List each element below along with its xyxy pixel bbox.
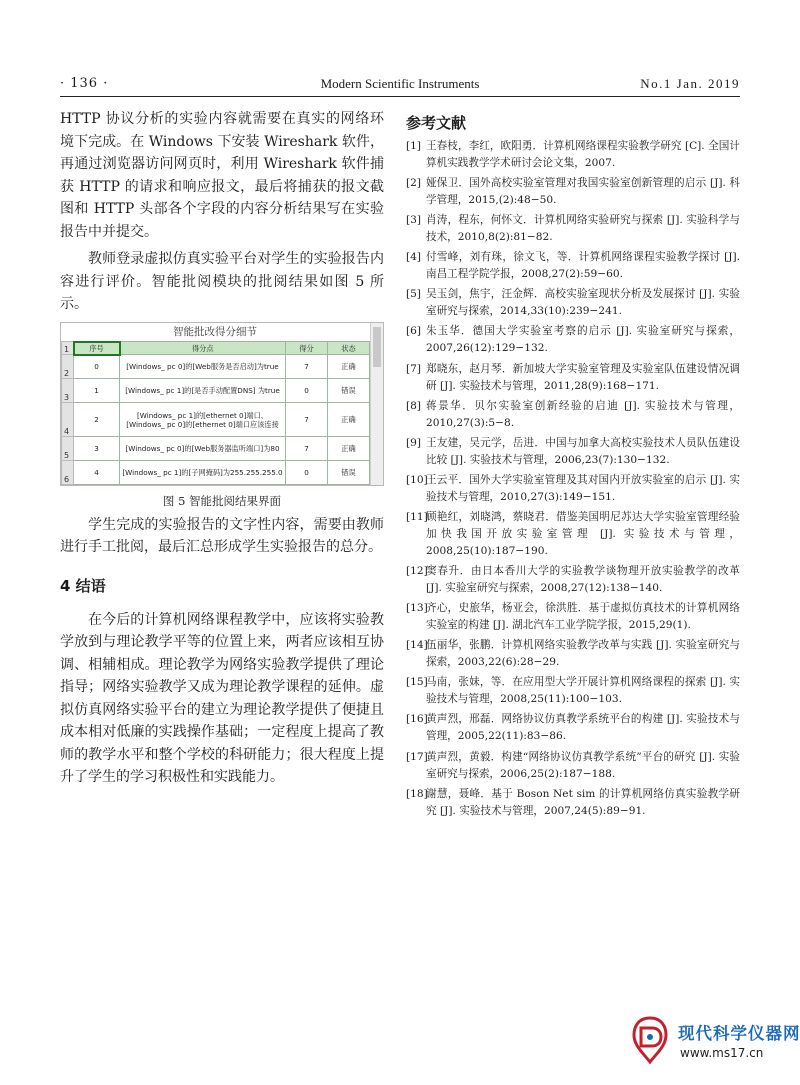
reference-text: 黄声烈，邢磊．网络协议仿真教学系统平台的构建 [J]. 实验技术与管理，2005,22(11):83−86. bbox=[426, 713, 740, 743]
header-cell[interactable]: 得分 bbox=[286, 342, 328, 355]
header-cell[interactable]: 状态 bbox=[328, 342, 370, 355]
reference-number: [15] bbox=[406, 676, 428, 689]
reference-number: [4] bbox=[406, 251, 422, 264]
reference-text: 肖涛，程东，何怀文．计算机网络实验研究与探索 [J]. 实验科学与技术，2010,8(2):81−82. bbox=[426, 214, 740, 244]
cell-no[interactable]: 2 bbox=[74, 403, 120, 437]
reference-item bbox=[406, 212, 740, 246]
header-cell[interactable]: 得分点 bbox=[120, 342, 286, 355]
running-header bbox=[60, 76, 740, 98]
right-column bbox=[406, 108, 740, 823]
page-number: · 136 · bbox=[60, 76, 109, 91]
reference-text: 窦春升．由日本香川大学的实验教学谈物理开放实验教学的改革 [J]. 实验室研究与探索，2008,27(12):138−140. bbox=[426, 565, 740, 595]
reference-number: [11] bbox=[406, 510, 428, 523]
cell-no[interactable]: 0 bbox=[74, 355, 120, 379]
reference-number: [17] bbox=[406, 750, 428, 763]
reference-number: [16] bbox=[406, 713, 428, 726]
site-name: 现代科学仪器网 bbox=[678, 1024, 800, 1043]
reference-text: 付雪峰，刘有珠，徐文飞，等．计算机网络课程实验教学探讨 [J]. 南昌工程学院学报，2008,27(2):59−60. bbox=[426, 251, 740, 281]
table-row bbox=[62, 437, 370, 461]
reference-number: [1] bbox=[406, 140, 422, 152]
reference-item bbox=[406, 749, 740, 783]
cell-point[interactable]: [Windows_ pc 1]的[是否手动配置DNS] 为true bbox=[120, 379, 286, 403]
reference-list bbox=[406, 138, 740, 820]
grading-table bbox=[61, 341, 370, 486]
paragraph-conclusion: 在今后的计算机网络课程教学中，应该将实验教学放到与理论教学平等的位置上来，两者应该相互协调、相辅相成。理论教学为网络实验教学提供了理论指导；网络实验教学又成为理论教学课程的延伸。虚拟仿真网络实验平台的建立为理论教学提供了便捷且成本相对低廉的实践操作基础；一定程度上提高了教师的教学水平和整个学校的科研能力；很大程度上提升了学生的学习积极性和实践能力。 bbox=[60, 611, 384, 785]
cell-no[interactable]: 1 bbox=[74, 379, 120, 403]
scrollbar[interactable] bbox=[370, 323, 383, 485]
reference-number: [6] bbox=[406, 325, 422, 338]
issue-info: No.1 Jan. 2019 bbox=[640, 76, 740, 91]
row-number: 1 bbox=[62, 342, 74, 355]
section-heading-conclusion: 4 结语 bbox=[60, 576, 106, 595]
reference-number: [5] bbox=[406, 288, 422, 301]
reference-number: [12] bbox=[406, 565, 428, 578]
site-url: www.ms17.cn bbox=[680, 1046, 764, 1060]
cell-status[interactable]: 正确 bbox=[328, 355, 370, 379]
row-number: 2 bbox=[62, 355, 74, 379]
reference-item bbox=[406, 674, 740, 708]
cell-no[interactable]: 3 bbox=[74, 437, 120, 461]
cell-score[interactable]: 7 bbox=[286, 355, 328, 379]
reference-item bbox=[406, 286, 740, 320]
reference-item bbox=[406, 249, 740, 283]
reference-item bbox=[406, 711, 740, 745]
figure-grading-table bbox=[60, 322, 384, 486]
cell-score[interactable]: 7 bbox=[286, 403, 328, 437]
reference-number: [14] bbox=[406, 639, 428, 652]
cell-point[interactable]: [Windows_ pc 0]的[Web服务是否启动]为true bbox=[120, 355, 286, 379]
reference-text: 黄声烈，黄毅．构建“网络协议仿真教学系统”平台的研究 [J]. 实验室研究与探索，2006,25(2):187−188. bbox=[426, 750, 740, 780]
scrollbar-thumb[interactable] bbox=[373, 327, 381, 367]
reference-text: 马南，张妹，等．在应用型大学开展计算机网络课程的探索 [J]. 实验技术与管理，2008,25(11):100−103. bbox=[426, 676, 740, 706]
reference-text: 顾艳红，刘晓鸿，蔡晓君．借鉴美国明尼苏达大学实验室管理经验加快我国开放实验室管理 [J]. 实验技术与管理，2008,25(10):187−190. bbox=[426, 510, 740, 557]
reference-item bbox=[406, 175, 740, 209]
reference-text: 蒋景华．贝尔实验室创新经验的启迪 [J]. 实验技术与管理，2010,27(3):5−8. bbox=[426, 399, 740, 429]
cell-status[interactable]: 正确 bbox=[328, 437, 370, 461]
row-number: 4 bbox=[62, 403, 74, 437]
reference-text: 谢慧，聂峰．基于 Boson Net sim 的计算机网络仿真实验教学研究 [J]. 实验技术与管理，2007,24(5):89−91. bbox=[426, 787, 740, 817]
reference-item bbox=[406, 786, 740, 820]
reference-text: 吴玉剑，焦宇，汪金辉．高校实验室现状分析及发展探讨 [J]. 实验室研究与探索，2014,33(10):239−241. bbox=[426, 288, 740, 318]
cell-no[interactable]: 4 bbox=[74, 461, 120, 485]
table-row bbox=[62, 461, 370, 485]
reference-text: 王春枝，李红，欧阳勇．计算机网络课程实验教学研究 [C]. 全国计算机实践教学学术研讨会论文集，2007. bbox=[426, 140, 740, 169]
cell-status[interactable]: 正确 bbox=[328, 403, 370, 437]
reference-item bbox=[406, 138, 740, 172]
reference-item bbox=[406, 435, 740, 469]
cell-point[interactable]: [Windows_ pc 0]的[Web服务器监听端口]为80 bbox=[120, 437, 286, 461]
reference-item bbox=[406, 398, 740, 432]
header-cell[interactable]: 序号 bbox=[74, 342, 120, 355]
reference-number: [3] bbox=[406, 214, 422, 227]
cell-status[interactable]: 错误 bbox=[328, 379, 370, 403]
reference-text: 齐心，史旅华，杨亚会，徐洪胜．基于虚拟仿真技术的计算机网络实验室的构建 [J]. 湖北汽车工业学院学报，2015,29(1). bbox=[426, 602, 740, 632]
paragraph-manual-grading: 学生完成的实验报告的文字性内容，需要由教师进行手工批阅，最后汇总形成学生实验报告的总分。 bbox=[60, 516, 384, 555]
cell-status[interactable]: 错误 bbox=[328, 461, 370, 485]
figure-caption: 图 5 智能批阅结果界面 bbox=[162, 493, 282, 508]
cell-score[interactable]: 7 bbox=[286, 437, 328, 461]
journal-name: Modern Scientific Instruments bbox=[320, 76, 480, 91]
reference-number: [10] bbox=[406, 473, 428, 486]
table-row bbox=[62, 379, 370, 403]
cell-score[interactable]: 0 bbox=[286, 379, 328, 403]
reference-number: [18] bbox=[406, 787, 428, 800]
reference-number: [2] bbox=[406, 177, 422, 190]
cell-point[interactable]: [Windows_ pc 1]的[子网掩码]为255.255.255.0 bbox=[120, 461, 286, 485]
reference-text: 王云平．国外大学实验室管理及其对国内开放实验室的启示 [J]. 实验技术与管理，2010,27(3):149−151. bbox=[426, 473, 740, 503]
table-header-row bbox=[62, 342, 370, 355]
row-number: 3 bbox=[62, 379, 74, 403]
reference-item bbox=[406, 323, 740, 357]
table-row bbox=[62, 355, 370, 379]
reference-item bbox=[406, 509, 740, 560]
left-column bbox=[60, 108, 384, 789]
row-number: 6 bbox=[62, 461, 74, 485]
figure-table-title: 智能批改得分细节 bbox=[173, 325, 257, 338]
header-rule bbox=[60, 96, 740, 97]
reference-text: 郑晓东，赵月琴．新加坡大学实验室管理及实验室队伍建设情况调研 [J]. 实验技术与管理，2011,28(9):168−171. bbox=[426, 362, 740, 392]
reference-number: [13] bbox=[406, 602, 428, 615]
cell-score[interactable]: 0 bbox=[286, 461, 328, 485]
paragraph-teacher-evaluation: 教师登录虚拟仿真实验平台对学生的实验报告内容进行评价。智能批阅模块的批阅结果如图 5 所示。 bbox=[60, 251, 384, 312]
reference-item bbox=[406, 600, 740, 634]
site-watermark-logo bbox=[632, 1014, 800, 1070]
logo-badge-icon bbox=[632, 1016, 668, 1064]
reference-number: [7] bbox=[406, 362, 422, 375]
reference-item bbox=[406, 637, 740, 671]
reference-item bbox=[406, 472, 740, 506]
reference-item bbox=[406, 361, 740, 395]
reference-text: 王友建，吴元学，岳进．中国与加拿大高校实验技术人员队伍建设比较 [J]. 实验技术与管理，2006,23(7):130−132. bbox=[426, 436, 740, 466]
reference-text: 朱玉华．德国大学实验室考察的启示 [J]. 实验室研究与探索，2007,26(12):129−132. bbox=[426, 325, 740, 355]
reference-number: [8] bbox=[406, 399, 422, 412]
table-row bbox=[62, 403, 370, 437]
paragraph-http-analysis: HTTP 协议分析的实验内容就需要在真实的网络环境下完成。在 Windows 下安装 Wireshark 软件，再通过浏览器访问网页时，利用 Wireshark 软件捕获 HTTP 的请求和响应报文，最后将捕获的报文截图和 HTTP 头部各个字段的内容分析结果写在实验报告中并提交。 bbox=[60, 111, 384, 240]
reference-number: [9] bbox=[406, 436, 422, 449]
reference-text: 伍丽华，张鹏．计算机网络实验教学改革与实践 [J]. 实验室研究与探索，2003,22(6):28−29. bbox=[426, 639, 740, 669]
row-number: 5 bbox=[62, 437, 74, 461]
cell-point[interactable]: [Windows_ pc 1]的[ethernet 0]端口、[Windows_ pc 0]的[ethernet 0]端口应该连接 bbox=[120, 403, 286, 437]
references-heading: 参考文献 bbox=[406, 114, 467, 132]
reference-text: 娅保卫．国外高校实验室管理对我国实验室创新管理的启示 [J]. 科学管理，2015,(2):48−50. bbox=[426, 177, 740, 207]
reference-item bbox=[406, 563, 740, 597]
